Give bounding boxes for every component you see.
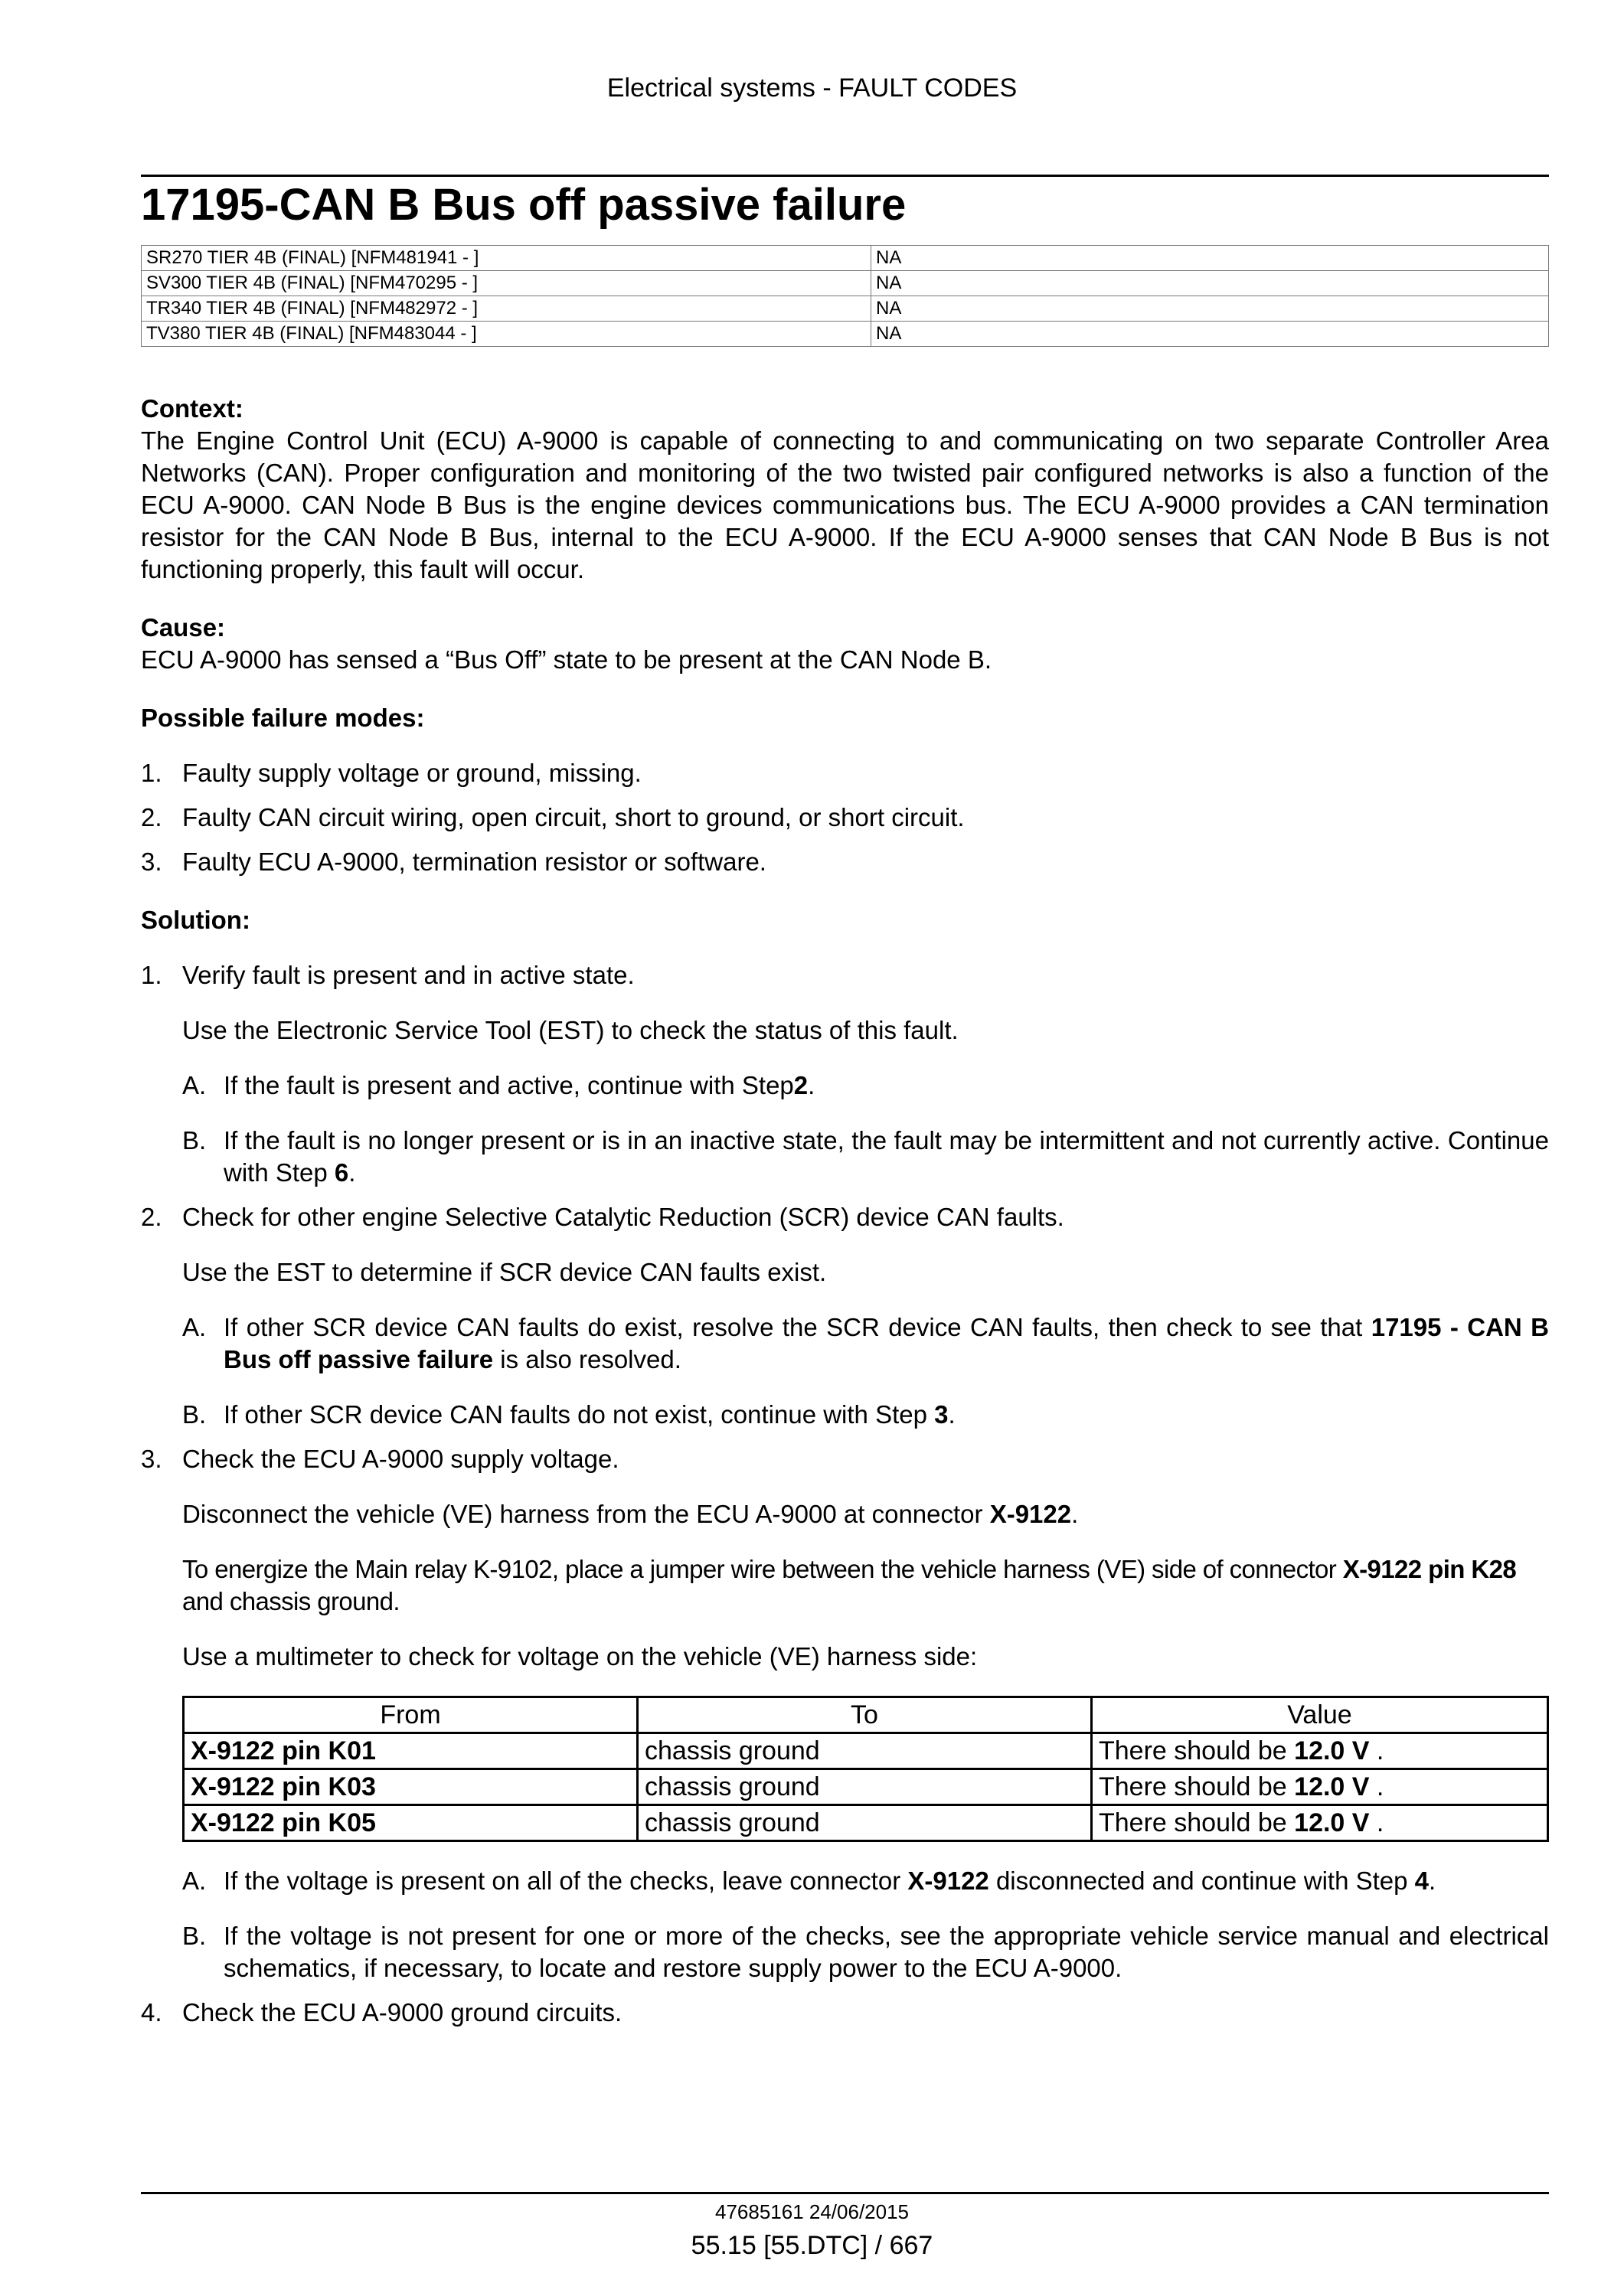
option-text-mid: disconnected and continue with Step — [988, 1867, 1415, 1895]
cause-heading: Cause: — [141, 613, 226, 642]
list-number: 3. — [141, 848, 162, 876]
solution-step-3 — [141, 1443, 1549, 1984]
column-header-value: Value — [1092, 1697, 1548, 1733]
value-cell — [1092, 1805, 1548, 1841]
option-text-end: is also resolved. — [493, 1345, 681, 1373]
detail-text-end: and chassis ground. — [182, 1587, 400, 1615]
model-value-cell: NA — [871, 296, 1549, 322]
detail-text-end: . — [1071, 1500, 1079, 1528]
option-text-end: . — [1429, 1867, 1436, 1895]
option-text: If the fault is no longer present or is in an inactive state, the fault may be intermittent and not currently active. Continue with Step — [224, 1126, 1549, 1187]
model-cell: TV380 TIER 4B (FINAL) [NFM483044 - ] — [142, 322, 871, 347]
step-number: 1. — [141, 961, 162, 989]
model-value-cell: NA — [871, 246, 1549, 271]
model-applicability-table — [141, 245, 1549, 347]
option-letter: B. — [182, 1400, 207, 1429]
list-item-text: Faulty ECU A-9000, termination resistor or software. — [182, 848, 766, 876]
column-header-to: To — [638, 1697, 1092, 1733]
table-row — [142, 322, 1549, 347]
table-row — [184, 1733, 1548, 1769]
list-item — [141, 846, 1549, 878]
detail-text: Disconnect the vehicle (VE) harness from the ECU A-9000 at connector — [182, 1500, 990, 1528]
step-number: 2. — [141, 1203, 162, 1231]
option-text: If other SCR device CAN faults do not exist, continue with Step — [224, 1400, 935, 1429]
footer-document-id: 47685161 24/06/2015 — [714, 2200, 910, 2223]
option-text-end: . — [948, 1400, 956, 1429]
list-item — [141, 757, 1549, 789]
value-text: There should be — [1099, 1808, 1295, 1837]
step-option-a — [182, 1865, 1549, 1897]
step-reference: 2 — [793, 1071, 809, 1099]
context-heading: Context: — [141, 394, 243, 423]
from-cell: X-9122 pin K03 — [184, 1769, 638, 1805]
cause-section — [141, 612, 1549, 676]
step-detail — [182, 1498, 1549, 1530]
column-header-from: From — [184, 1697, 638, 1733]
footer-rule — [141, 2192, 1549, 2194]
option-text-end: . — [808, 1071, 815, 1099]
title-rule — [141, 175, 1549, 177]
page-title: 17195-CAN B Bus off passive failure — [141, 180, 907, 230]
solution-section — [141, 904, 1549, 2029]
step-text: Check the ECU A-9000 ground circuits. — [182, 1998, 622, 2027]
from-cell: X-9122 pin K01 — [184, 1733, 638, 1769]
solution-step-4 — [141, 1997, 1549, 2029]
table-row — [142, 246, 1549, 271]
list-number: 2. — [141, 803, 162, 831]
option-letter: B. — [182, 1922, 207, 1950]
model-value-cell: NA — [871, 322, 1549, 347]
value-text: There should be — [1099, 1772, 1295, 1801]
value-cell — [1092, 1733, 1548, 1769]
step-number: 4. — [141, 1998, 162, 2027]
option-text: If the fault is present and active, continue with Step — [224, 1071, 794, 1099]
running-header: Electrical systems - FAULT CODES — [606, 73, 1018, 103]
solution-heading: Solution: — [141, 906, 250, 934]
connector-reference: X-9122 — [907, 1867, 989, 1895]
fault-reference: 17195 - CAN B Bus off passive failure — [224, 1313, 1549, 1373]
solution-step-1 — [141, 959, 1549, 1189]
list-item — [141, 802, 1549, 834]
solution-step-2 — [141, 1201, 1549, 1431]
step-option-b — [182, 1125, 1549, 1189]
table-row — [184, 1805, 1548, 1841]
failure-modes-list — [141, 757, 1549, 878]
step-text: Verify fault is present and in active state. — [182, 961, 635, 989]
model-cell: SV300 TIER 4B (FINAL) [NFM470295 - ] — [142, 271, 871, 296]
option-text: If the voltage is present on all of the checks, leave connector — [224, 1867, 908, 1895]
step-option-b — [182, 1920, 1549, 1984]
voltage-value: 12.0 V — [1294, 1736, 1370, 1765]
step-detail: Use the EST to determine if SCR device CAN faults exist. — [182, 1258, 827, 1286]
value-cell — [1092, 1769, 1548, 1805]
connector-pin-reference: X-9122 pin K28 — [1342, 1555, 1517, 1583]
value-text-end: . — [1369, 1772, 1384, 1801]
step-detail: Use a multimeter to check for voltage on the vehicle (VE) harness side: — [182, 1642, 978, 1671]
step-option-b — [182, 1399, 1549, 1431]
option-text: If other SCR device CAN faults do exist, resolve the SCR device CAN faults, then check to see that — [224, 1313, 1371, 1341]
footer-page-number: 55.15 [55.DTC] / 667 — [691, 2231, 933, 2260]
value-text: There should be — [1099, 1736, 1295, 1765]
option-text-end: . — [348, 1158, 356, 1187]
value-text-end: . — [1369, 1808, 1384, 1837]
table-header-row — [184, 1697, 1548, 1733]
step-option-a — [182, 1070, 1549, 1102]
model-cell: SR270 TIER 4B (FINAL) [NFM481941 - ] — [142, 246, 871, 271]
voltage-value: 12.0 V — [1294, 1808, 1370, 1837]
list-item-text: Faulty CAN circuit wiring, open circuit, short to ground, or short circuit. — [182, 803, 965, 831]
step-text: Check the ECU A-9000 supply voltage. — [182, 1445, 619, 1473]
option-letter: A. — [182, 1071, 207, 1099]
voltage-value: 12.0 V — [1294, 1772, 1370, 1801]
to-cell: chassis ground — [638, 1805, 1092, 1841]
to-cell: chassis ground — [638, 1733, 1092, 1769]
page-content — [141, 393, 1549, 2029]
table-row — [184, 1769, 1548, 1805]
detail-text: To energize the Main relay K-9102, place a jumper wire between the vehicle harness (VE) side of connector — [182, 1555, 1343, 1583]
cause-text: ECU A-9000 has sensed a “Bus Off” state to be present at the CAN Node B. — [141, 645, 992, 674]
step-option-a — [182, 1311, 1549, 1376]
context-text: The Engine Control Unit (ECU) A-9000 is capable of connecting to and communicating on two separate Controller Area Networks (CAN). Proper configuration and monitoring of the two twisted pair configured networks is also a function of the ECU A-9000. CAN Node B Bus is the engine devices communications bus. The ECU A-9000 provides a CAN termination resistor for the CAN Node B Bus, internal to the ECU A-9000. If the ECU A-9000 senses that CAN Node B Bus is not functioning properly, this fault will occur. — [141, 426, 1549, 583]
step-number: 3. — [141, 1445, 162, 1473]
step-detail — [182, 1553, 1549, 1618]
failure-modes-heading: Possible failure modes: — [141, 704, 425, 732]
list-number: 1. — [141, 759, 162, 787]
option-text: If the voltage is not present for one or more of the checks, see the appropriate vehicle service manual and electrical schematics, if necessary, to locate and restore supply power to the ECU A-9000. — [224, 1922, 1549, 1982]
step-detail: Use the Electronic Service Tool (EST) to check the status of this fault. — [182, 1016, 959, 1044]
table-row — [142, 271, 1549, 296]
connector-reference: X-9122 — [989, 1500, 1072, 1528]
step-reference: 6 — [334, 1158, 349, 1187]
step-reference: 3 — [934, 1400, 949, 1429]
from-cell: X-9122 pin K05 — [184, 1805, 638, 1841]
context-section — [141, 393, 1549, 586]
option-letter: A. — [182, 1867, 207, 1895]
solution-steps — [141, 959, 1549, 2029]
failure-modes-section — [141, 702, 1549, 878]
option-letter: B. — [182, 1126, 207, 1155]
voltage-check-table — [182, 1696, 1549, 1842]
model-value-cell: NA — [871, 271, 1549, 296]
table-row — [142, 296, 1549, 322]
step-reference: 4 — [1414, 1867, 1430, 1895]
value-text-end: . — [1369, 1736, 1384, 1765]
list-item-text: Faulty supply voltage or ground, missing. — [182, 759, 642, 787]
model-cell: TR340 TIER 4B (FINAL) [NFM482972 - ] — [142, 296, 871, 322]
step-text: Check for other engine Selective Catalytic Reduction (SCR) device CAN faults. — [182, 1203, 1064, 1231]
option-letter: A. — [182, 1313, 207, 1341]
to-cell: chassis ground — [638, 1769, 1092, 1805]
